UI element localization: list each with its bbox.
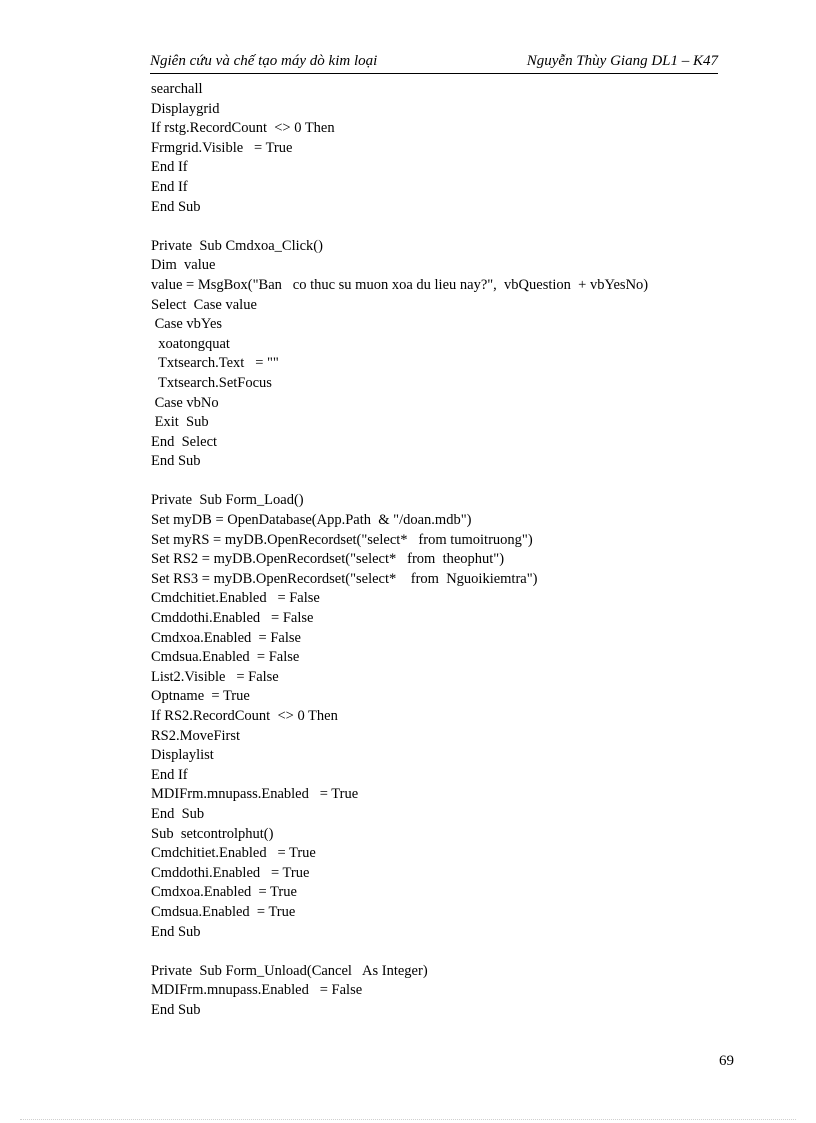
code-line: Cmdsua.Enabled = False	[151, 649, 300, 666]
code-line: xoatongquat	[151, 335, 230, 352]
page-edge-divider	[20, 1119, 796, 1120]
code-line: searchall	[151, 81, 203, 97]
code-line: Optname = True	[151, 688, 250, 705]
code-line: Txtsearch.Text = ""	[151, 355, 279, 372]
code-line: Frmgrid.Visible = True	[151, 139, 293, 156]
code-line: If RS2.RecordCount <> 0 Then	[151, 708, 338, 724]
code-line: End If	[151, 766, 188, 783]
code-line: End Sub	[151, 453, 201, 470]
code-line: Select Case value	[151, 296, 257, 313]
code-line: Private Sub Cmdxoa_Click()	[151, 237, 323, 254]
code-line: Cmddothi.Enabled = True	[151, 864, 310, 881]
code-line: Case vbNo	[151, 394, 219, 411]
blank-line	[151, 942, 648, 962]
code-line: If rstg.RecordCount <> 0 Then	[151, 120, 335, 137]
header-title: Ngiên cứu và chế tạo máy dò kim loại	[150, 53, 378, 69]
code-line: Set RS3 = myDB.OpenRecordset("select* from Nguoikiemtra")	[151, 570, 538, 587]
code-line: End Select	[151, 433, 218, 450]
code-line: Cmdchitiet.Enabled = True	[151, 845, 316, 862]
blank-line	[151, 472, 648, 492]
code-line: Displaylist	[151, 747, 214, 764]
code-line: End If	[151, 178, 188, 195]
running-header	[150, 53, 718, 74]
code-line: End Sub	[151, 198, 201, 215]
page-number: 69	[719, 1053, 734, 1069]
code-line: Set RS2 = myDB.OpenRecordset("select* from theophut")	[151, 551, 505, 568]
code-line: Sub setcontrolphut()	[151, 825, 274, 842]
header-author: Nguyễn Thùy Giang DL1 – K47	[526, 53, 718, 69]
code-line: Cmddothi.Enabled = False	[151, 610, 314, 627]
code-line: Private Sub Form_Load()	[151, 492, 304, 509]
blank-line	[151, 217, 648, 237]
code-line: Set myRS = myDB.OpenRecordset("select* from tumoitruong")	[151, 531, 533, 548]
code-line: Displaygrid	[151, 100, 220, 117]
code-line: End If	[151, 159, 188, 176]
code-line: Exit Sub	[151, 414, 209, 431]
code-line: List2.Visible = False	[151, 668, 279, 685]
code-line: Dim value	[151, 257, 216, 274]
code-line: MDIFrm.mnupass.Enabled = False	[151, 982, 363, 999]
code-line: End Sub	[151, 1001, 201, 1018]
code-line: End Sub	[151, 923, 201, 940]
code-line: value = MsgBox("Ban co thuc su muon xoa du lieu nay?", vbQuestion + vbYesNo)	[151, 276, 649, 293]
code-line: Cmdchitiet.Enabled = False	[151, 590, 320, 607]
code-line: Set myDB = OpenDatabase(App.Path & "/doan.mdb")	[151, 512, 472, 529]
code-line: Txtsearch.SetFocus	[151, 374, 272, 391]
code-line: Case vbYes	[151, 316, 223, 333]
code-line: Cmdxoa.Enabled = True	[151, 884, 297, 901]
code-listing	[151, 80, 648, 1021]
code-line: RS2.MoveFirst	[151, 727, 241, 744]
code-line: Cmdxoa.Enabled = False	[151, 629, 301, 646]
code-line: End Sub	[151, 805, 205, 822]
code-line: Private Sub Form_Unload(Cancel As Integer)	[151, 962, 428, 979]
code-line: Cmdsua.Enabled = True	[151, 903, 296, 920]
code-line: MDIFrm.mnupass.Enabled = True	[151, 786, 359, 803]
